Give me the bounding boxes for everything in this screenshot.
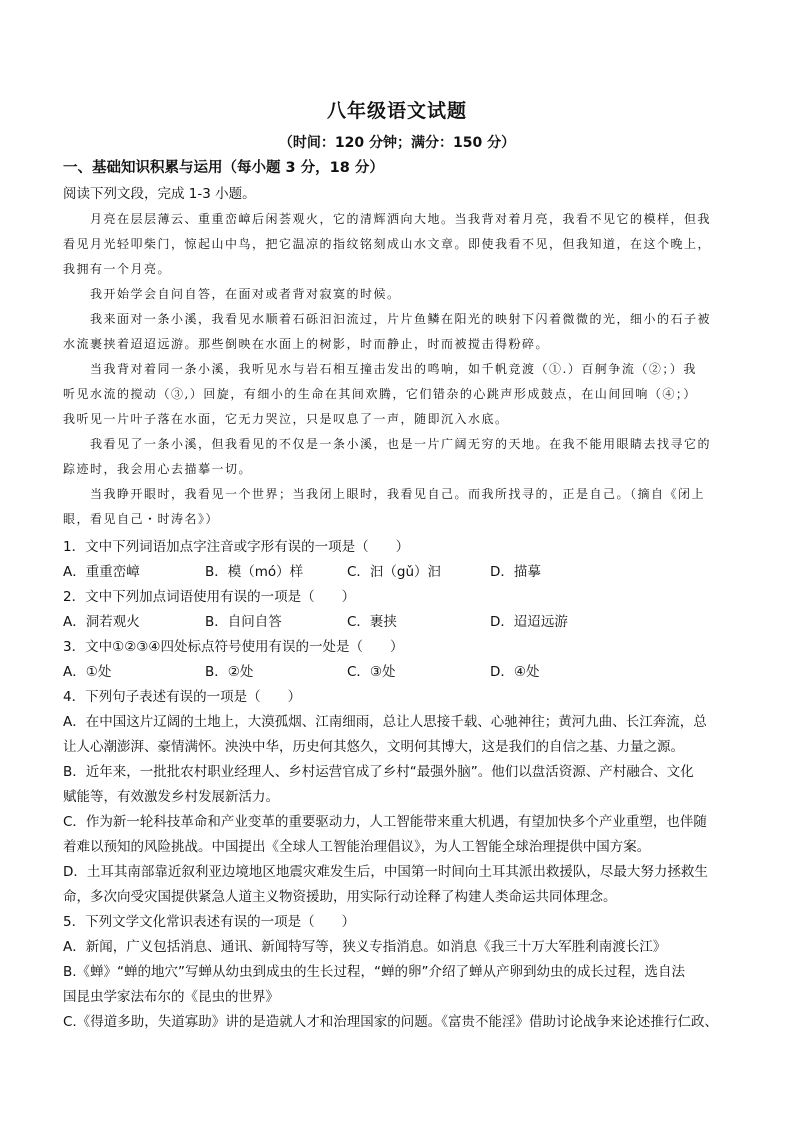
question-4: 4．下列句子表述有误的一项是（ ） [63, 689, 302, 705]
q5-option-b: B.《蝉》“蝉的地穴”写蝉从幼虫到成虫的生长过程，“蝉的卵”介绍了蝉从产卵到幼虫的成长过程，选自法 [63, 964, 686, 980]
q4-option-c: C．作为新一轮科技革命和产业变革的重要驱动力，人工智能带来重大机遇，有望加快多个产业重塑，也伴随 [63, 814, 707, 830]
exam-subtitle: （时间：120 分钟；满分：150 分） [278, 135, 516, 151]
reading-instruction: 阅读下列文段，完成 1-3 小题。 [63, 186, 256, 202]
q1-option-d: D．描摹 [490, 564, 541, 580]
q4-option-a: A．在中国这片辽阔的土地上，大漠孤烟、江南细雨，总让人思接千载、心驰神往；黄河九曲、长江奔流，总 [63, 714, 707, 730]
passage-line: 我拥有一个月亮。 [63, 262, 172, 276]
q3-option-c: C．③处 [347, 664, 396, 680]
exam-title: 八年级语文试题 [326, 100, 467, 122]
q5-option-a: A．新闻，广义包括消息、通讯、新闻特写等，狭义专指消息。如消息《我三十万大军胜利南渡长江》 [63, 939, 667, 955]
passage-line: 看见月光轻叩柴门，惊起山中鸟，把它温凉的指纹铭刻成山水文章。即使我看不见，但我知道，在这个晚上， [63, 237, 712, 251]
q5-option-b-cont: 国昆虫学家法布尔的《昆虫的世界》 [63, 989, 279, 1005]
passage-line: 当我背对着同一条小溪，我听见水与岩石相互撞击发出的鸣响，如千帆竞渡（①.）百舸争流（②；）我 [90, 362, 697, 376]
passage-line: 我看见了一条小溪，但我看见的不仅是一条小溪，也是一片广阔无穷的天地。在我不能用眼睛去找寻它的 [90, 437, 712, 451]
q4-option-d-cont: 命，多次向受灾国提供紧急人道主义物资援助，用实际行动诠释了构建人类命运共同体理念。 [63, 889, 617, 905]
q4-option-d: D．土耳其南部靠近叙利亚边境地区地震灾难发生后，中国第一时间向土耳其派出救援队，尽最大努力拯救生 [63, 864, 708, 880]
passage-line: 听见水流的搅动（③,）回旋，有细小的生命在其间欢腾，它们错杂的心跳声形成鼓点，在山间回响（④；） [63, 387, 697, 401]
q3-option-d: D．④处 [490, 664, 540, 680]
q4-option-b: B．近年来，一批批农村职业经理人、乡村运营官成了乡村“最强外脑”。他们以盘活资源、产村融合、文化 [63, 764, 694, 780]
question-3: 3．文中①②③④四处标点符号使用有误的一处是（ ） [63, 639, 404, 655]
passage-line: 当我睁开眼时，我看见一个世界；当我闭上眼时，我看见自己。而我所找寻的，正是自己。（摘自《闭上 [90, 487, 706, 501]
passage-line: 踪迹时，我会用心去描摹一切。 [63, 462, 253, 476]
q3-option-a: A．①处 [63, 664, 112, 680]
q2-option-d: D．迢迢远游 [490, 614, 568, 630]
q1-option-c: C．汩（gǔ）汩 [347, 564, 442, 580]
passage-line: 眼，看见自己・时涛名》） [63, 512, 220, 526]
passage-line: 我听见一片叶子落在水面，它无力哭泣，只是叹息了一声，随即沉入水底。 [63, 412, 509, 426]
q1-option-b: B．模（mó）样 [205, 564, 304, 580]
q4-option-b-cont: 赋能等，有效激发乡村发展新活力。 [63, 789, 279, 805]
passage-line: 水流裹挟着迢迢远游。那些倒映在水面上的树影，时而静止，时而被搅击得粉碎。 [63, 337, 550, 351]
q1-option-a: A．重重峦嶂 [63, 564, 140, 580]
question-1: 1．文中下列词语加点字注音或字形有误的一项是（ ） [63, 539, 410, 555]
q2-option-c: C．裹挟 [347, 614, 397, 630]
q2-option-b: B．自问自答 [205, 614, 282, 630]
passage-line: 月亮在层层薄云、重重峦嶂后闲荟观火，它的清辉洒向大地。当我背对着月亮，我看不见它的模样，但我 [90, 212, 712, 226]
section-heading: 一、基础知识积累与运用（每小题 3 分，18 分） [63, 160, 384, 176]
q3-option-b: B．②处 [205, 664, 254, 680]
q2-option-a: A．洞若观火 [63, 614, 140, 630]
q4-option-c-cont: 着难以预知的风险挑战。中国提出《全球人工智能治理倡议》，为人工智能全球治理提供中国方案。 [63, 839, 651, 855]
q4-option-a-cont: 让人心潮澎湃、豪情满怀。泱泱中华，历史何其悠久，文明何其博大，这是我们的自信之基、力量之源。 [63, 739, 684, 755]
passage-line: 我开始学会自问自答，在面对或者背对寂寞的时候。 [90, 287, 401, 301]
question-5: 5．下列文学文化常识表述有误的一项是（ ） [63, 914, 356, 930]
passage-line: 我来面对一条小溪，我看见水顺着石砾汩汩流过，片片鱼鳞在阳光的映射下闪着微微的光，细小的石子被 [90, 312, 712, 326]
question-2: 2．文中下列加点词语使用有误的一项是（ ） [63, 589, 356, 605]
q5-option-c: C.《得道多助，失道寡助》讲的是造就人才和治理国家的问题。《富贵不能淫》借助讨论战争来论述推行仁政、 [63, 1014, 718, 1030]
